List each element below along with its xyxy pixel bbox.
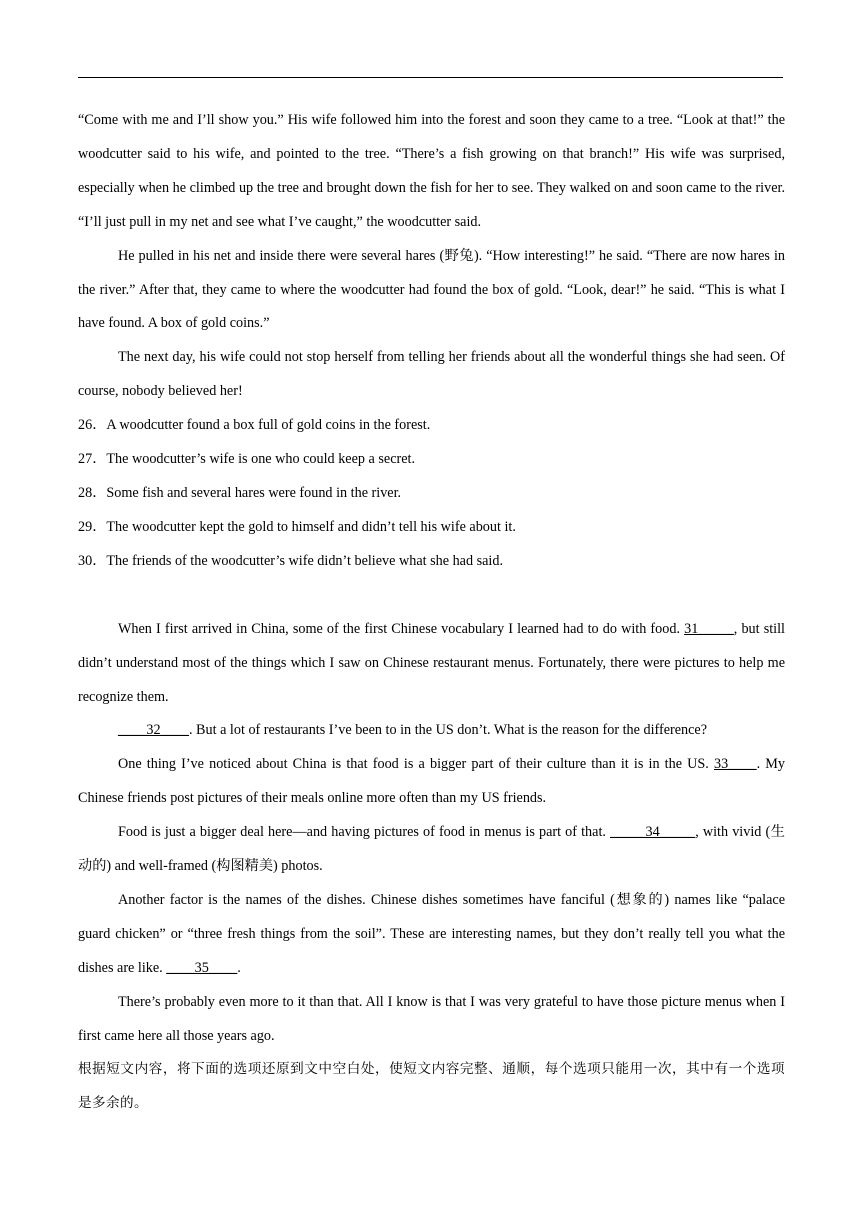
question-text: The friends of the woodcutter’s wife didn’t believe what she had said. xyxy=(106,552,504,569)
paragraph-text: Another factor is the names of the dishes. Chinese dishes sometimes have fanciful (想象的) names like “palace guard chicken” or “three fresh things from the soil”. These are interesting names, but they don’t really tell you what the dishes are like. xyxy=(78,891,785,976)
blank-32: ____32____ xyxy=(118,722,189,739)
question-text: A woodcutter found a box full of gold coins in the forest. xyxy=(106,417,431,434)
paragraph-text: , but still didn’t understand most of the things which I saw on Chinese restaurant menus. Fortunately, there were pictures to help me recognize them. xyxy=(78,620,785,705)
question-number: 26． xyxy=(78,417,107,434)
instruction-text: 根据短文内容，将下面的选项还原到文中空白处，使短文内容完整、通顺，每个选项只能用一次，其中有一个选项是多余的。 xyxy=(78,1061,785,1112)
paragraph-text: . xyxy=(237,959,241,976)
question-30 xyxy=(78,545,785,579)
paragraph-text: . But a lot of restaurants I’ve been to in the US don’t. What is the reason for the difference? xyxy=(188,722,708,739)
blank-31: 31_____ xyxy=(684,620,734,637)
question-26 xyxy=(78,409,785,443)
passage2-paragraph-6: There’s probably even more to it than that. All I know is that I was very grateful to have those picture menus when I first came here all those years ago. xyxy=(78,993,785,1044)
paragraph-text: . My Chinese friends post pictures of their meals online more often than my US friends. xyxy=(78,756,785,807)
passage2-paragraph-5 xyxy=(78,884,785,986)
question-text: The woodcutter kept the gold to himself and didn’t tell his wife about it. xyxy=(106,518,516,535)
passage1-paragraph-3: The next day, his wife could not stop herself from telling her friends about all the wonderful things she had seen. Of course, nobody believed her! xyxy=(78,349,785,400)
blank-34: _____34_____ xyxy=(610,824,696,841)
question-number: 27． xyxy=(78,451,107,468)
true-false-questions xyxy=(78,409,785,579)
paragraph-text: , with vivid (生动的) and well-framed (构图精美) photos. xyxy=(78,824,785,875)
passage2-paragraph-1 xyxy=(78,613,785,715)
question-text: The woodcutter’s wife is one who could keep a secret. xyxy=(106,451,415,468)
question-29 xyxy=(78,511,785,545)
blank-33: 33____ xyxy=(714,756,757,773)
section-gap xyxy=(78,579,785,613)
passage1-paragraph-1: “Come with me and I’ll show you.” His wife followed him into the forest and soon they came to a tree. “Look at that!” the woodcutter said to his wife, and pointed to the tree. “There’s a fish growing on that branch!” His wife was surprised, especially when he climbed up the tree and brought down the fish for her to see. They walked on and soon came to the river. “I’ll just pull in my net and see what I’ve caught,” the woodcutter said. xyxy=(78,112,785,230)
question-28 xyxy=(78,477,785,511)
question-text: Some fish and several hares were found in the river. xyxy=(106,484,402,501)
question-27 xyxy=(78,443,785,477)
passage1-paragraph-2: He pulled in his net and inside there were several hares (野兔). “How interesting!” he said. “There are now hares in the river.” After that, they came to where the woodcutter had found the box of gold. “Look, dear!” he said. “This is what I have found. A box of gold coins.” xyxy=(78,247,785,332)
paragraph-text: When I first arrived in China, some of the first Chinese vocabulary I learned had to do with food. xyxy=(118,620,685,637)
blank-35: ____35____ xyxy=(166,959,238,976)
paragraph-text: Food is just a bigger deal here—and having pictures of food in menus is part of that. xyxy=(118,824,611,841)
passage2-paragraph-3 xyxy=(78,748,785,816)
question-number: 29． xyxy=(78,518,107,535)
question-number: 30． xyxy=(78,552,107,569)
passage2-paragraph-2 xyxy=(78,714,785,748)
passage2-paragraph-4 xyxy=(78,816,785,884)
question-number: 28． xyxy=(78,484,107,501)
header-rule xyxy=(78,77,783,78)
document-page xyxy=(78,104,785,1121)
paragraph-text: One thing I’ve noticed about China is that food is a bigger part of their culture than it is in the US. xyxy=(118,756,715,773)
